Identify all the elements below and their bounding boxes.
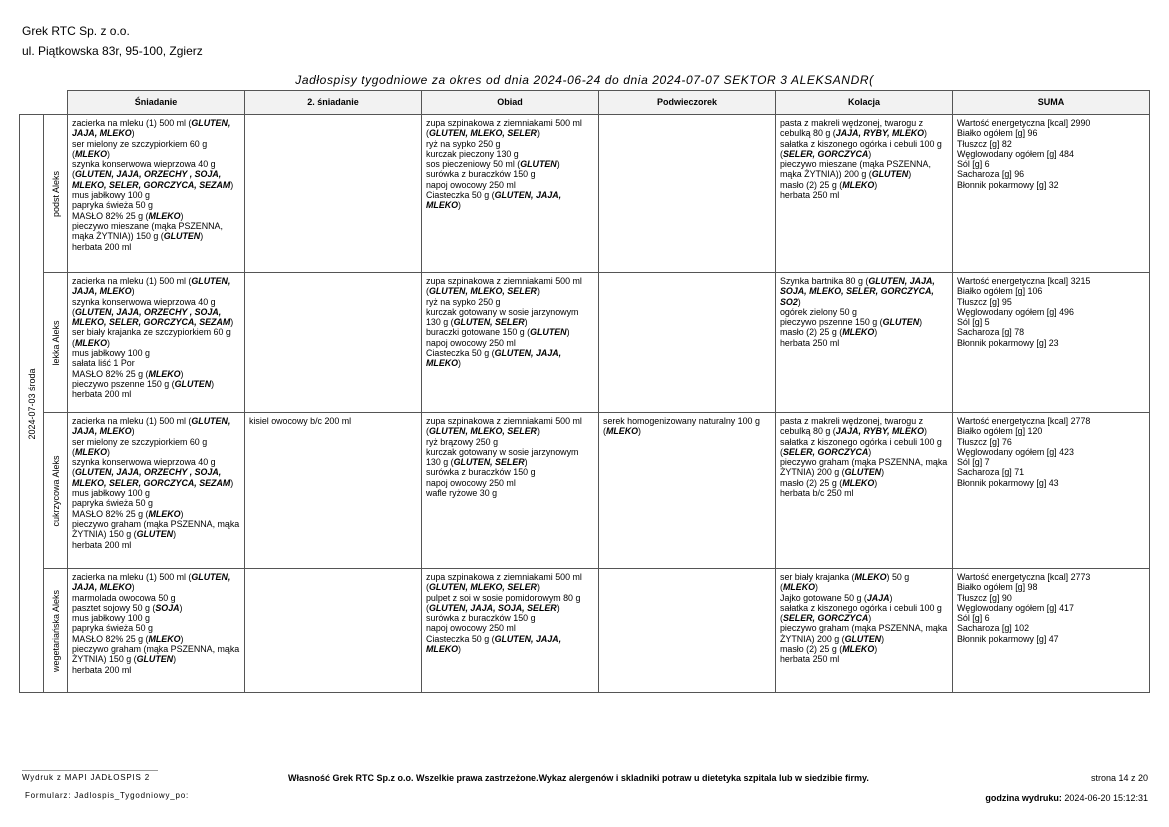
- cell-obiad: [422, 413, 599, 569]
- menu-item: herbata b/c 250 ml: [780, 488, 854, 499]
- menu-item: szynka konserwowa wieprzowa 40 g (GLUTEN, JAJA, ORZECHY , SOJA, MLEKO, SELER, GORCZYCA, SEZAM): [72, 457, 234, 488]
- menu-item: kisiel owocowy b/c 200 ml: [249, 416, 352, 426]
- menu-item: zacierka na mleku (1) 500 ml (GLUTEN, JAJA, MLEKO): [72, 572, 231, 593]
- menu-row: [20, 273, 1150, 413]
- cell-kolacja: [776, 115, 953, 273]
- footer-form-name: Formularz: Jadlospis_Tygodniowy_po:: [25, 791, 190, 800]
- cell-suma: [953, 413, 1150, 569]
- cell-suma: [953, 273, 1150, 413]
- menu-item: ser mielony ze szczypiorkiem 60 g (MLEKO): [72, 138, 208, 159]
- nutrition-value: Sacharoza [g] 71: [957, 467, 1025, 478]
- nutrition-value: Sacharoza [g] 96: [957, 169, 1025, 180]
- nutrition-value: Białko ogółem [g] 96: [957, 128, 1038, 139]
- menu-item: mus jabłkowy 100 g: [72, 613, 150, 624]
- menu-item: wafle ryżowe 30 g: [426, 488, 498, 499]
- cell-2-sniadanie: [245, 115, 422, 273]
- menu-item: zupa szpinakowa z ziemniakami 500 ml (GLUTEN, MLEKO, SELER): [426, 118, 582, 139]
- menu-item: ogórek zielony 50 g: [780, 306, 857, 317]
- print-time: [985, 793, 1148, 803]
- menu-row: [20, 115, 1150, 273]
- nutrition-value: Wartość energetyczna [kcal] 3215: [957, 276, 1091, 286]
- nutrition-value: Sacharoza [g] 102: [957, 623, 1030, 634]
- cell-podwieczorek: [599, 569, 776, 693]
- menu-item: marmolada owocowa 50 g: [72, 592, 176, 603]
- menu-item: ser biały krajanka ze szczypiorkiem 60 g (MLEKO): [72, 327, 231, 348]
- menu-item: zupa szpinakowa z ziemniakami 500 ml (GLUTEN, MLEKO, SELER): [426, 572, 582, 593]
- menu-item: pasta z makreli wędzonej, twarogu z cebulką 80 g (JAJA, RYBY, MLEKO): [780, 118, 928, 139]
- menu-item: herbata 250 ml: [780, 190, 840, 201]
- diet-label: podst Aleks: [50, 170, 61, 217]
- menu-table: [19, 90, 1150, 693]
- menu-row: [20, 413, 1150, 569]
- menu-item: napoj owocowy 250 ml: [426, 179, 516, 190]
- menu-item: surówka z buraczków 150 g: [426, 467, 536, 478]
- col-header-sniadanie: Śniadanie: [68, 91, 245, 115]
- diet-cell: [44, 569, 68, 693]
- nutrition-value: Wartość energetyczna [kcal] 2773: [957, 572, 1091, 582]
- menu-item: sos pieczeniowy 50 ml (GLUTEN): [426, 159, 560, 170]
- menu-item: pasztet sojowy 50 g (SOJA): [72, 602, 183, 613]
- menu-item: pasta z makreli wędzonej, twarogu z cebulką 80 g (JAJA, RYBY, MLEKO): [780, 416, 928, 437]
- menu-item: pieczywo mieszane (mąka PSZENNA, mąka ŻYTNIA)) 150 g (GLUTEN): [72, 220, 223, 242]
- menu-item: herbata 200 ml: [72, 389, 132, 400]
- nutrition-value: Sól [g] 6: [957, 159, 990, 170]
- company-address: ul. Piątkowska 83r, 95-100, Zgierz: [22, 44, 203, 58]
- nutrition-value: Tłuszcz [g] 95: [957, 296, 1012, 307]
- menu-item: herbata 250 ml: [780, 337, 840, 348]
- diet-label: lekka Aleks: [50, 319, 61, 366]
- menu-item: sałatka z kiszonego ogórka i cebuli 100 g (SELER, GORCZYCA): [780, 436, 942, 457]
- menu-item: MASŁO 82% 25 g (MLEKO): [72, 368, 184, 379]
- nutrition-value: Sól [g] 6: [957, 613, 990, 624]
- menu-item: herbata 200 ml: [72, 664, 132, 675]
- menu-item: sałatka z kiszonego ogórka i cebuli 100 g (SELER, GORCZYCA): [780, 602, 942, 624]
- menu-item: pieczywo graham (mąka PSZENNA, mąka ŻYTNIA) 200 g (GLUTEN): [780, 623, 948, 644]
- menu-item: zupa szpinakowa z ziemniakami 500 ml (GLUTEN, MLEKO, SELER): [426, 276, 582, 297]
- cell-suma: [953, 569, 1150, 693]
- nutrition-value: Węglowodany ogółem [g] 423: [957, 446, 1074, 457]
- nutrition-value: Tłuszcz [g] 76: [957, 436, 1012, 447]
- footer-copyright: Własność Grek RTC Sp.z o.o. Wszelkie prawa zastrzeżone.Wykaz alergenów i skladniki potraw u dietetyka szpitala lub w siedzibie firmy.: [288, 773, 869, 783]
- cell-suma: [953, 115, 1150, 273]
- cell-obiad: [422, 273, 599, 413]
- date-cell: [20, 115, 44, 693]
- menu-item: kurczak gotowany w sosie jarzynowym 130 g (GLUTEN, SELER): [426, 306, 579, 328]
- col-header-obiad: Obiad: [422, 91, 599, 115]
- diet-label: cukrzycowa Aleks: [50, 454, 61, 527]
- menu-item: herbata 200 ml: [72, 539, 132, 550]
- menu-item: pieczywo graham (mąka PSZENNA, mąka ŻYTNIA) 150 g (GLUTEN): [72, 644, 240, 665]
- diet-label: wegetariańska Aleks: [50, 589, 61, 672]
- col-header-podwieczorek: Podwieczorek: [599, 91, 776, 115]
- menu-item: zupa szpinakowa z ziemniakami 500 ml (GLUTEN, MLEKO, SELER): [426, 416, 582, 437]
- cell-kolacja: [776, 569, 953, 693]
- header-spacer: [44, 91, 68, 115]
- menu-item: ryż na sypko 250 g: [426, 138, 501, 149]
- col-header-2-sniadanie: 2. śniadanie: [245, 91, 422, 115]
- page-number: strona 14 z 20: [1090, 773, 1148, 783]
- cell-sniadanie: [68, 413, 245, 569]
- footer-divider: [22, 770, 158, 771]
- nutrition-value: Sacharoza [g] 78: [957, 327, 1025, 338]
- col-header-suma: SUMA: [953, 91, 1150, 115]
- nutrition-value: Wartość energetyczna [kcal] 2778: [957, 416, 1091, 426]
- menu-item: papryka świeża 50 g: [72, 498, 153, 509]
- menu-item: pieczywo graham (mąka PSZENNA, mąka ŻYTNIA) 150 g (GLUTEN): [72, 518, 240, 540]
- print-time-label: godzina wydruku:: [985, 793, 1062, 803]
- footer-app-name: Wydruk z MAPI JADŁOSPIS 2: [22, 773, 150, 782]
- menu-item: ser biały krajanka (MLEKO) 50 g (MLEKO): [780, 572, 910, 593]
- cell-2-sniadanie: [245, 569, 422, 693]
- menu-item: MASŁO 82% 25 g (MLEKO): [72, 633, 184, 644]
- menu-item: napoj owocowy 250 ml: [426, 477, 516, 488]
- cell-podwieczorek: [599, 273, 776, 413]
- menu-item: mus jabłkowy 100 g: [72, 348, 150, 359]
- menu-item: MASŁO 82% 25 g (MLEKO): [72, 508, 184, 519]
- diet-cell: [44, 413, 68, 569]
- menu-item: szynka konserwowa wieprzowa 40 g (GLUTEN, JAJA, ORZECHY , SOJA, MLEKO, SELER, GORCZYCA, SEZAM): [72, 296, 234, 328]
- menu-item: zacierka na mleku (1) 500 ml (GLUTEN, JAJA, MLEKO): [72, 276, 231, 297]
- menu-item: masło (2) 25 g (MLEKO): [780, 179, 878, 190]
- menu-item: ryż brązowy 250 g: [426, 436, 499, 447]
- menu-item: masło (2) 25 g (MLEKO): [780, 327, 878, 338]
- nutrition-value: Białko ogółem [g] 120: [957, 426, 1043, 437]
- nutrition-value: Błonnik pokarmowy [g] 23: [957, 337, 1059, 348]
- document-title: Jadłospisy tygodniowe za okres od dnia 2024-06-24 do dnia 2024-07-07 SEKTOR 3 ALEKSANDR(: [295, 73, 874, 87]
- nutrition-value: Węglowodany ogółem [g] 484: [957, 148, 1074, 159]
- nutrition-value: Błonnik pokarmowy [g] 43: [957, 477, 1059, 488]
- cell-podwieczorek: [599, 115, 776, 273]
- cell-2-sniadanie: [245, 273, 422, 413]
- nutrition-value: Wartość energetyczna [kcal] 2990: [957, 118, 1091, 128]
- cell-2-sniadanie: [245, 413, 422, 569]
- menu-item: Ciasteczka 50 g (GLUTEN, JAJA, MLEKO): [426, 633, 562, 655]
- diet-cell: [44, 273, 68, 413]
- nutrition-value: Sól [g] 5: [957, 317, 990, 328]
- menu-item: pieczywo mieszane (mąka PSZENNA, mąka ŻYTNIA)) 200 g (GLUTEN): [780, 159, 931, 180]
- nutrition-value: Białko ogółem [g] 98: [957, 582, 1038, 593]
- cell-obiad: [422, 115, 599, 273]
- menu-item: surówka z buraczków 150 g: [426, 613, 536, 624]
- menu-item: buraczki gotowane 150 g (GLUTEN): [426, 327, 570, 338]
- menu-row: [20, 569, 1150, 693]
- nutrition-value: Tłuszcz [g] 90: [957, 592, 1012, 603]
- nutrition-value: Błonnik pokarmowy [g] 47: [957, 633, 1059, 644]
- date-label: 2024-07-03 środa: [26, 367, 37, 440]
- menu-item: mus jabłkowy 100 g: [72, 488, 150, 499]
- menu-item: napoj owocowy 250 ml: [426, 337, 516, 348]
- print-time-value: 2024-06-20 15:12:31: [1064, 793, 1148, 803]
- menu-item: papryka świeża 50 g: [72, 623, 153, 634]
- header-spacer: [20, 91, 44, 115]
- menu-item: zacierka na mleku (1) 500 ml (GLUTEN, JAJA, MLEKO): [72, 416, 231, 437]
- menu-item: herbata 200 ml: [72, 241, 132, 252]
- menu-item: serek homogenizowany naturalny 100 g (MLEKO): [603, 416, 760, 437]
- menu-item: Ciasteczka 50 g (GLUTEN, JAJA, MLEKO): [426, 190, 562, 211]
- nutrition-value: Węglowodany ogółem [g] 417: [957, 602, 1074, 613]
- menu-item: pieczywo graham (mąka PSZENNA, mąka ŻYTNIA) 200 g (GLUTEN): [780, 457, 948, 478]
- menu-item: herbata 250 ml: [780, 654, 840, 665]
- menu-item: MASŁO 82% 25 g (MLEKO): [72, 210, 184, 221]
- menu-item: kurczak gotowany w sosie jarzynowym 130 g (GLUTEN, SELER): [426, 446, 579, 468]
- menu-item: masło (2) 25 g (MLEKO): [780, 644, 878, 655]
- company-name: Grek RTC Sp. z o.o.: [22, 24, 130, 38]
- cell-podwieczorek: [599, 413, 776, 569]
- menu-item: ryż na sypko 250 g: [426, 296, 501, 307]
- menu-item: papryka świeża 50 g: [72, 200, 153, 211]
- menu-item: Ciasteczka 50 g (GLUTEN, JAJA, MLEKO): [426, 348, 562, 369]
- menu-item: pieczywo pszenne 150 g (GLUTEN): [72, 378, 215, 389]
- header-row: [20, 91, 1150, 115]
- col-header-kolacja: Kolacja: [776, 91, 953, 115]
- nutrition-value: Węglowodany ogółem [g] 496: [957, 306, 1074, 317]
- cell-kolacja: [776, 413, 953, 569]
- cell-kolacja: [776, 273, 953, 413]
- cell-obiad: [422, 569, 599, 693]
- nutrition-value: Błonnik pokarmowy [g] 32: [957, 179, 1059, 190]
- cell-sniadanie: [68, 273, 245, 413]
- nutrition-value: Tłuszcz [g] 82: [957, 138, 1012, 149]
- menu-item: masło (2) 25 g (MLEKO): [780, 477, 878, 488]
- menu-item: pieczywo pszenne 150 g (GLUTEN): [780, 317, 923, 328]
- menu-item: kurczak pieczony 130 g: [426, 148, 519, 159]
- menu-item: ser mielony ze szczypiorkiem 60 g (MLEKO): [72, 436, 208, 457]
- menu-item: Szynka bartnika 80 g (GLUTEN, JAJA, SOJA, MLEKO, SELER, GORCZYCA, SO2): [780, 276, 935, 307]
- menu-item: napoj owocowy 250 ml: [426, 623, 516, 634]
- menu-item: sałatka z kiszonego ogórka i cebuli 100 g (SELER, GORCZYCA): [780, 138, 942, 159]
- nutrition-value: Białko ogółem [g] 106: [957, 286, 1043, 297]
- menu-item: mus jabłkowy 100 g: [72, 190, 150, 201]
- menu-item: surówka z buraczków 150 g: [426, 169, 536, 180]
- menu-item: zacierka na mleku (1) 500 ml (GLUTEN, JAJA, MLEKO): [72, 118, 231, 139]
- cell-sniadanie: [68, 569, 245, 693]
- menu-item: pulpet z soi w sosie pomidorowym 80 g (GLUTEN, JAJA, SOJA, SELER): [426, 592, 581, 613]
- nutrition-value: Sól [g] 7: [957, 457, 990, 468]
- menu-item: szynka konserwowa wieprzowa 40 g (GLUTEN, JAJA, ORZECHY , SOJA, MLEKO, SELER, GORCZYCA, SEZAM): [72, 159, 234, 190]
- menu-item: Jajko gotowane 50 g (JAJA): [780, 592, 893, 603]
- menu-item: sałata liść 1 Por: [72, 358, 135, 369]
- diet-cell: [44, 115, 68, 273]
- cell-sniadanie: [68, 115, 245, 273]
